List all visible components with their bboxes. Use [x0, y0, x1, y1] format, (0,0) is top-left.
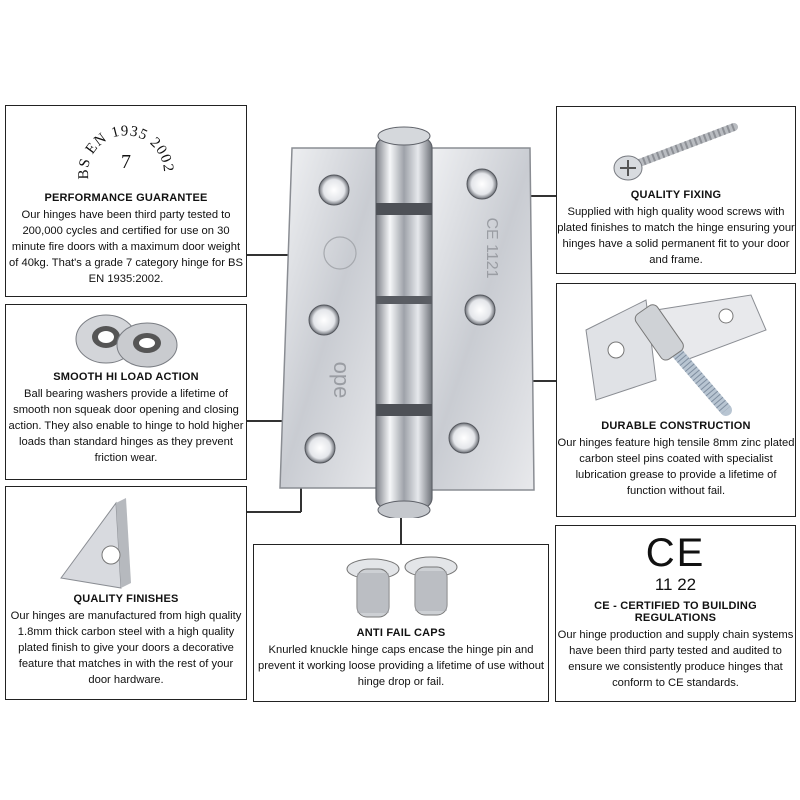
wood-screw-image [606, 117, 746, 189]
quality-finishes-text: Our hinges are manufactured from high quality 1.8mm thick carbon steel with a high quality plated finish to give your doors a decorative feature that matches in with the rest of your door hardware. [10, 610, 242, 686]
ce-mark-logo: CE [645, 531, 706, 575]
hinge-brand-stamp: ope [329, 361, 354, 399]
smooth-action-text: Ball bearing washers provide a lifetime of smooth non squeak door opening and closing action. They also enable to hinge to hold higher loads than standard hinges as they prevent friction wear. [8, 388, 244, 464]
smooth-action-panel [5, 304, 247, 480]
quality-fixing-title: QUALITY FIXING [630, 189, 722, 201]
smooth-action-title: SMOOTH HI LOAD ACTION [53, 371, 199, 383]
performance-text: Our hinges have been third party tested to 200,000 cycles and certified for use on 30 minute fire doors with a maximum door weight of 40kg. That's a grade 7 category hinge for BS EN 1935:2002. [9, 209, 243, 285]
bs-en-badge [71, 112, 181, 192]
ce-title: CE - CERTIFIED TO BUILDING REGULATIONS [594, 600, 757, 624]
quality-fixing-panel [556, 106, 796, 274]
quality-fixing-text: Supplied with high quality wood screws with plated finishes to match the hinge ensuring your hinges have a solid permanent fit to your door and frame. [557, 206, 795, 266]
bearing-washers-image [71, 309, 181, 371]
badge-grade: 7 [121, 151, 131, 173]
ce-certified-panel [555, 525, 796, 702]
durable-construction-panel [556, 283, 796, 517]
knuckle-caps-image [331, 551, 471, 627]
hinge-image [272, 118, 542, 518]
performance-guarantee-panel [5, 105, 247, 297]
durable-construction-text: Our hinges feature high tensile 8mm zinc plated carbon steel pins coated with specialist lubrication grease to provide a lifetime of function without fail. [557, 437, 795, 497]
anti-fail-caps-text: Knurled knuckle hinge caps encase the hinge pin and prevent it working loose providing a lifetime of use without hinge drop or fail. [257, 644, 545, 688]
quality-finishes-title: QUALITY FINISHES [73, 593, 179, 605]
durable-construction-title: DURABLE CONSTRUCTION [601, 420, 751, 432]
quality-finishes-panel [5, 486, 247, 700]
ce-text: Our hinge production and supply chain systems have been third party tested and audited to ensure we consistently produce hinges that conform to CE standards. [557, 629, 794, 689]
performance-title: PERFORMANCE GUARANTEE [44, 192, 208, 204]
ce-year: 11 22 [654, 575, 697, 594]
badge-standard-text: BS EN 1935 2002 [75, 123, 177, 180]
steel-plate-image [56, 493, 196, 593]
hinge-pin-image [576, 290, 776, 420]
anti-fail-caps-title: ANTI FAIL CAPS [356, 627, 446, 639]
hinge-ce-stamp: CE 1121 [483, 217, 500, 279]
anti-fail-caps-panel [253, 544, 549, 702]
